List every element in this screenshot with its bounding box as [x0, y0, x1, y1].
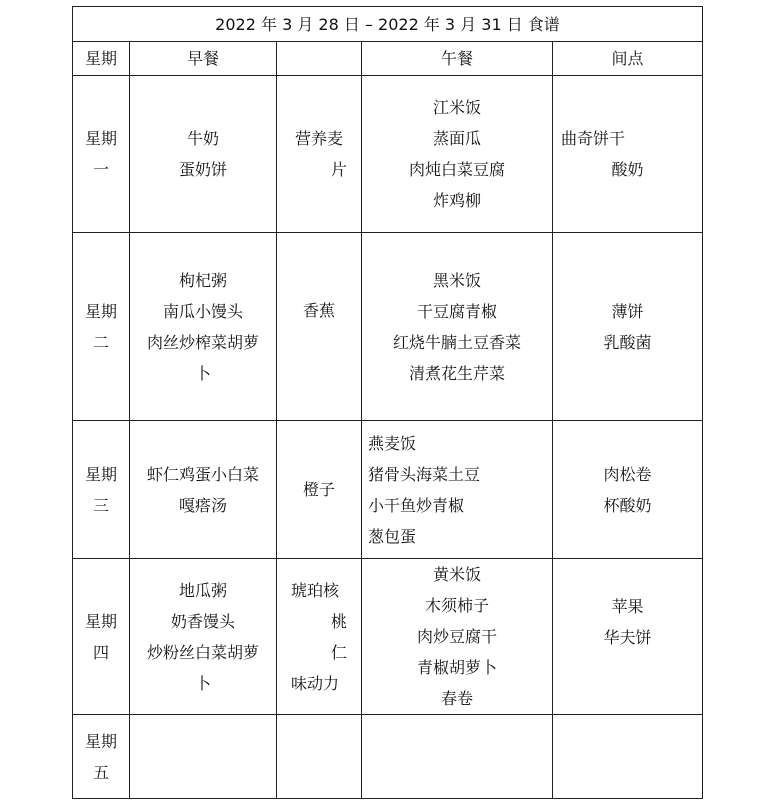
lunch-cell: 黄米饭 木须柿子 肉炒豆腐干 青椒胡萝卜 春卷 [362, 559, 553, 715]
snack1-cell: 营养麦 片 [277, 76, 362, 233]
table-row-tuesday [73, 233, 703, 421]
snack2-cell: 薄饼 乳酸菌 [553, 233, 703, 421]
lunch-cell: 燕麦饭 猪骨头海菜土豆 小干鱼炒青椒 葱包蛋 [362, 421, 553, 559]
header-day: 星期 [73, 42, 130, 76]
breakfast-cell: 牛奶 蛋奶饼 [130, 76, 277, 233]
snack1-cell: 琥珀核 桃 仁 味动力 [277, 559, 362, 715]
header-lunch: 午餐 [362, 42, 553, 76]
snack2-cell: 苹果 华夫饼 [553, 559, 703, 715]
header-row [73, 42, 703, 76]
lunch-cell [362, 715, 553, 799]
day-cell: 星期 一 [73, 76, 130, 233]
table-row-thursday [73, 559, 703, 715]
breakfast-cell [130, 715, 277, 799]
snack1-cell: 橙子 [277, 421, 362, 559]
lunch-cell: 黑米饭 干豆腐青椒 红烧牛腩土豆香菜 清煮花生芹菜 [362, 233, 553, 421]
snack2-cell: 肉松卷 杯酸奶 [553, 421, 703, 559]
breakfast-cell: 虾仁鸡蛋小白菜 嘎瘩汤 [130, 421, 277, 559]
table-row-wednesday [73, 421, 703, 559]
snack2-cell [553, 715, 703, 799]
menu-title: 2022 年 3 月 28 日 – 2022 年 3 月 31 日 食谱 [73, 7, 703, 42]
table-row-monday [73, 76, 703, 233]
day-cell: 星期 五 [73, 715, 130, 799]
lunch-cell: 江米饭 蒸面瓜 肉炖白菜豆腐 炸鸡柳 [362, 76, 553, 233]
breakfast-cell: 地瓜粥 奶香馒头 炒粉丝白菜胡萝 卜 [130, 559, 277, 715]
table-row-friday [73, 715, 703, 799]
day-cell: 星期 三 [73, 421, 130, 559]
header-breakfast: 早餐 [130, 42, 277, 76]
breakfast-cell: 枸杞粥 南瓜小馒头 肉丝炒榨菜胡萝 卜 [130, 233, 277, 421]
menu-table [72, 6, 703, 799]
snack1-cell: 香蕉 [277, 233, 362, 421]
snack1-cell [277, 715, 362, 799]
header-snack1 [277, 42, 362, 76]
day-cell: 星期 二 [73, 233, 130, 421]
snack2-cell: 曲奇饼干 酸奶 [553, 76, 703, 233]
day-cell: 星期 四 [73, 559, 130, 715]
header-snack2: 间点 [553, 42, 703, 76]
